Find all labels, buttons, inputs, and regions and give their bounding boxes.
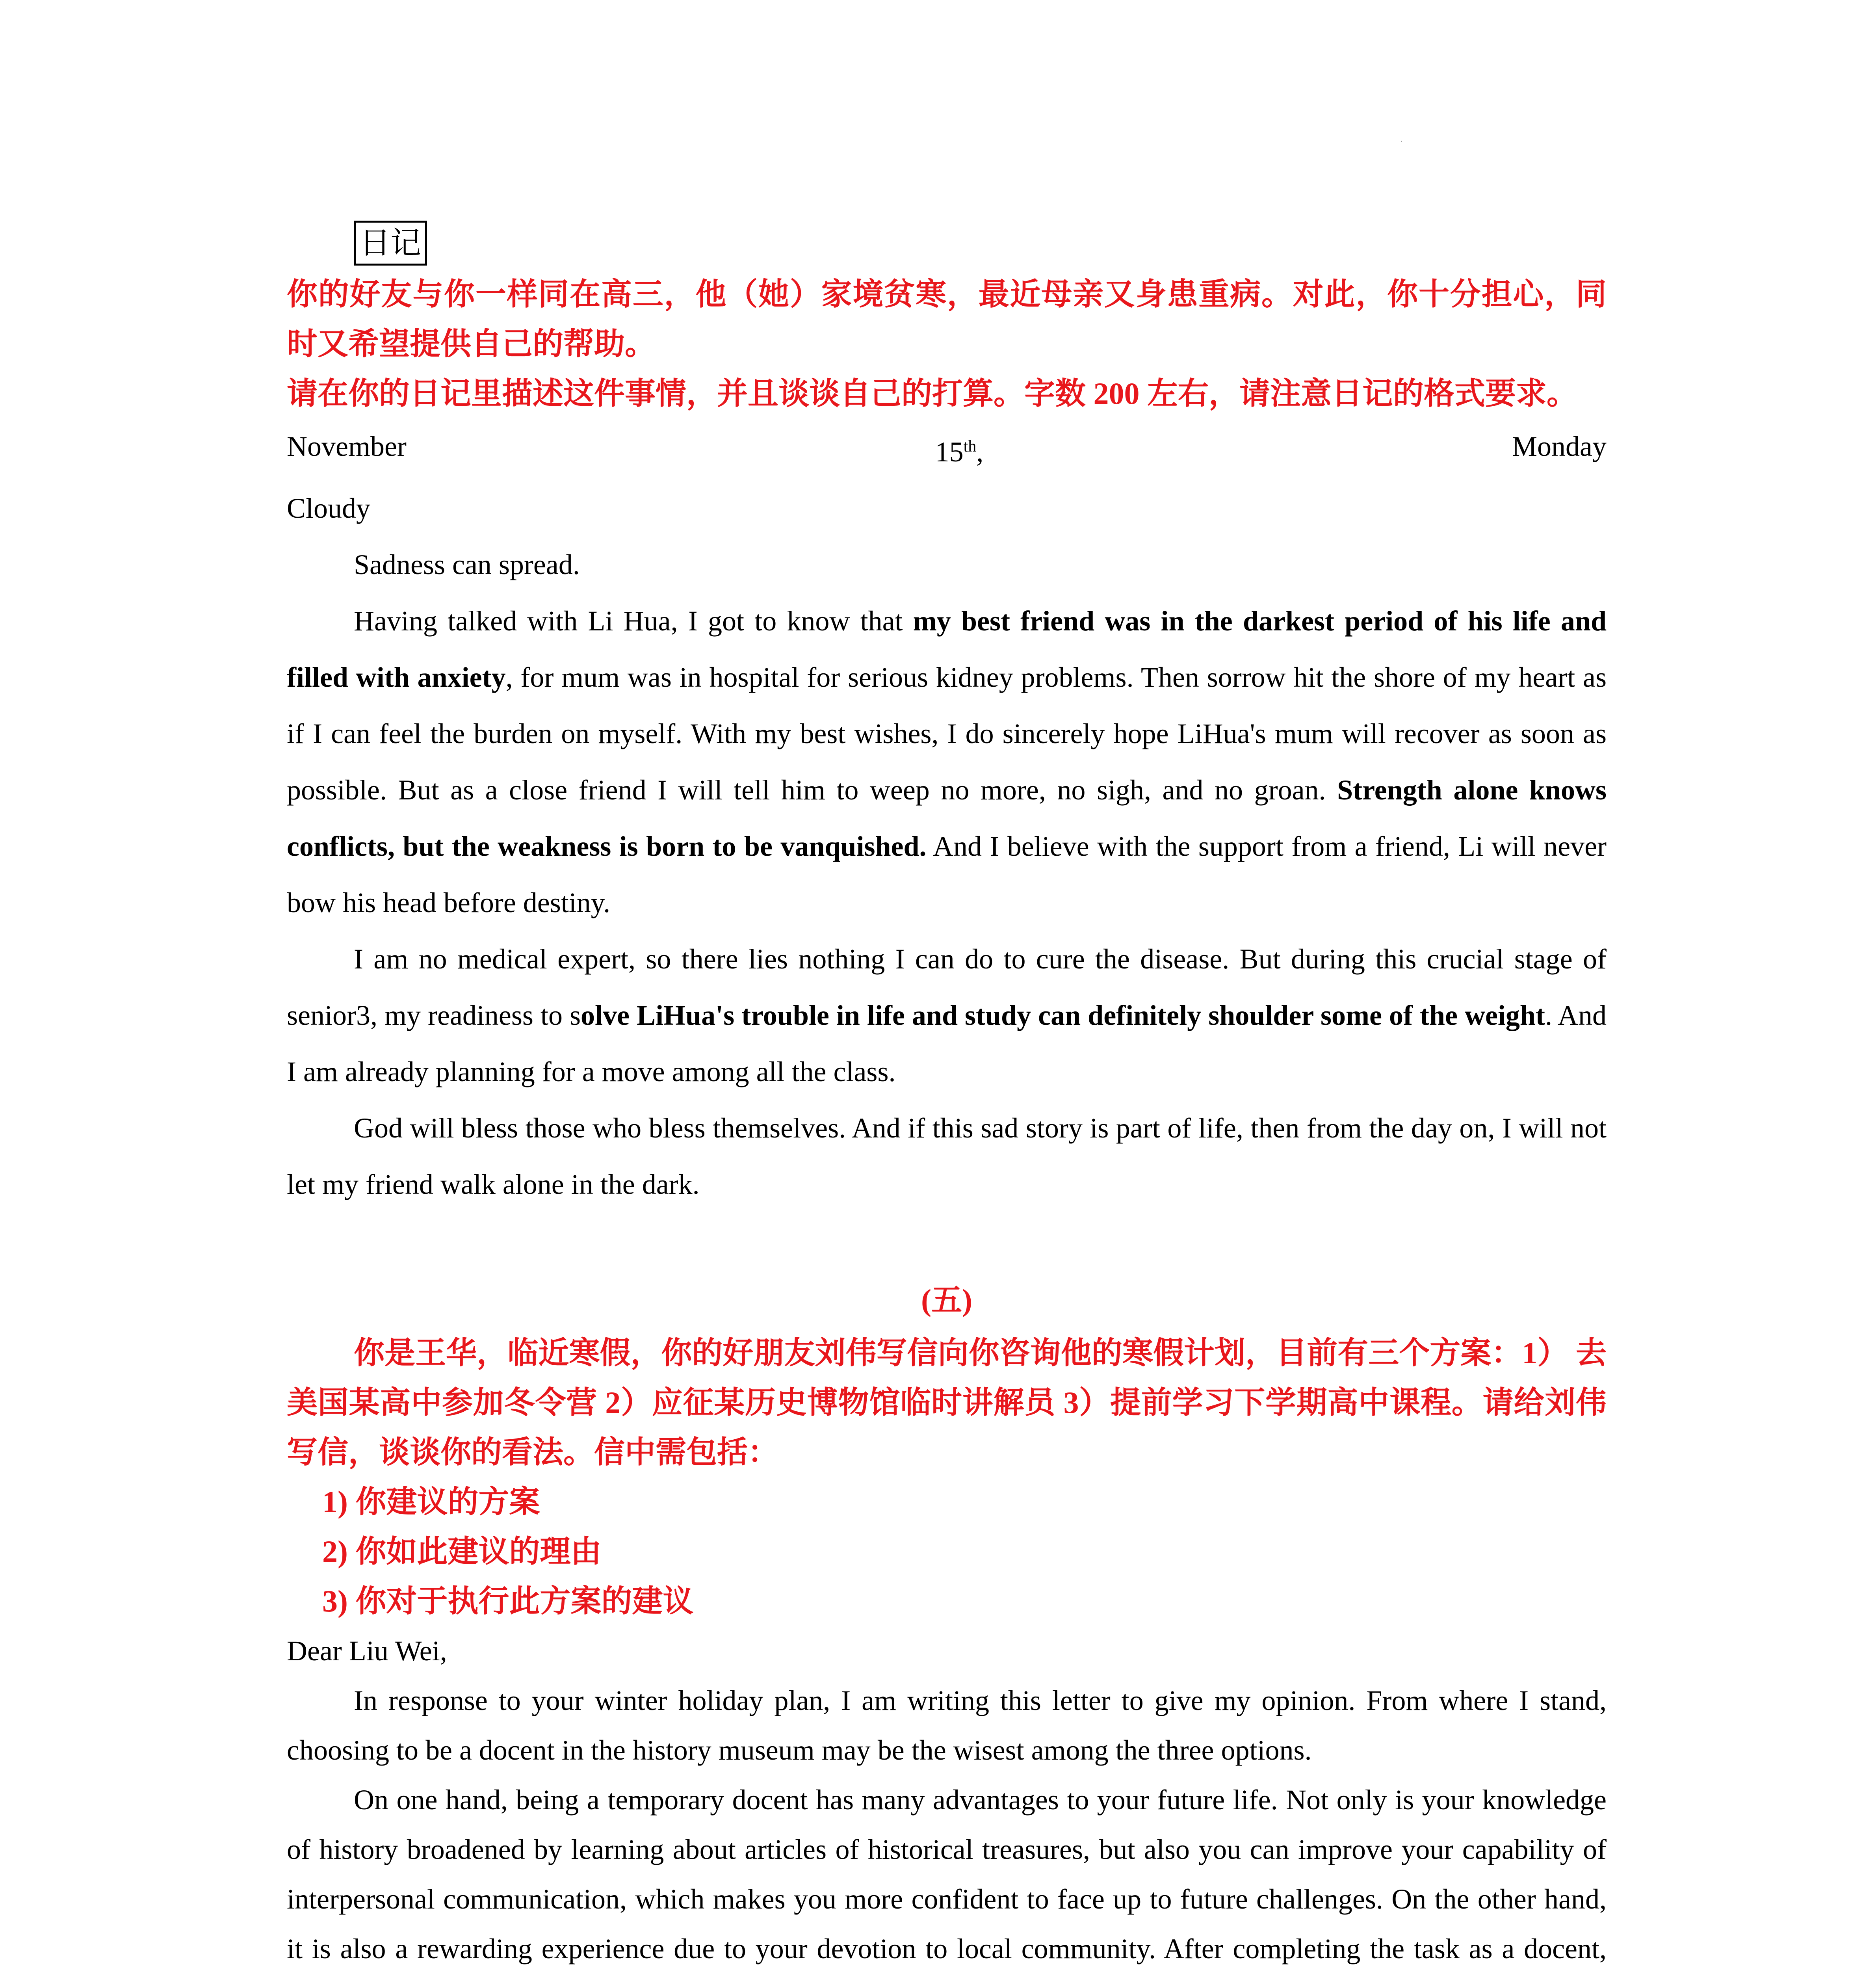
document-page	[287, 221, 1607, 1970]
text-run: , for mum was in hospital for serious kidney problems. Then sorrow hit the shore of my heart as if I can feel the burden on myself. With my best wishes, I do sincerely hope LiHua's mum will recover as soon as possible. But as a close friend I will tell him to weep no more, no sigh, and no groan.	[287, 662, 1607, 806]
prompt-item-3: 3) 你对于执行此方案的建议	[322, 1584, 694, 1618]
diary-prompt-1: 你的好友与你一样同在高三，他（她）家境贫寒，最近母亲又身患重病。对此，你十分担心，同时又希望提供自己的帮助。	[287, 277, 1607, 361]
date-suffix: th	[963, 437, 977, 455]
text-run: And I believe with the support from a friend, Li will never bow his head before destiny.	[287, 831, 1607, 918]
text-run: Having talked with Li Hua, I got to know that	[354, 605, 913, 637]
diary-dateline	[287, 418, 1607, 480]
letter-paragraph-1: In response to your winter holiday plan, I am writing this letter to give my opinion. From where I stand, choosing to be a docent in the history museum may be the wisest among the three options.	[287, 1685, 1607, 1766]
bold-run: Strength alone knows conflicts, but the weakness is born to be vanquished.	[287, 774, 1607, 862]
diary-paragraph-4: God will bless those who bless themselves. And if this sad story is part of life, then from the day on, I will not let my friend walk alone in the dark.	[287, 1112, 1607, 1200]
letter-paragraph-2: On one hand, being a temporary docent has many advantages to your future life. Not only is your knowledge of history broadened by learning about articles of historical treasures, but also you can improve your capability of interpersonal communication, which makes you more confident to face up to future challenges. On the other hand, it is also a rewarding experience due to your devotion to local community. After completing the task as a docent,	[287, 1784, 1607, 1964]
diary-paragraph-2	[287, 593, 1607, 931]
bold-run: my best friend was in the darkest period of his life and filled with anxiety	[287, 605, 1607, 693]
corner-dot: .	[1400, 134, 1403, 144]
diary-prompt-2: 请在你的日记里描述这件事情，并且谈谈自己的打算。字数 200 左右，请注意日记的格式要求。	[287, 376, 1578, 411]
text-run: . And I am already planning for a move among all the class.	[287, 1000, 1607, 1087]
diary-weather: Cloudy	[287, 492, 371, 524]
date-month: November	[287, 431, 407, 462]
date-comma: ,	[976, 436, 984, 468]
letter-salutation: Dear Liu Wei,	[287, 1635, 447, 1667]
section-heading-diary: 日记	[354, 221, 427, 266]
date-day-group	[935, 418, 984, 480]
text-run: I am no medical expert, so there lies nothing I can do to cure the disease. But during this crucial stage of senior3, my readiness to s	[287, 943, 1607, 1031]
date-weekday: Monday	[1512, 431, 1607, 462]
prompt-item-1: 1) 你建议的方案	[322, 1485, 540, 1519]
letter-prompt: 你是王华，临近寒假，你的好朋友刘伟写信向你咨询他的寒假计划，目前有三个方案：1） 去美国某高中参加冬令营 2）应征某历史博物馆临时讲解员 3）提前学习下学期高中课程。请给刘伟写信，谈谈你的看法。信中需包括：	[287, 1336, 1607, 1469]
bold-run: olve LiHua's trouble in life and study can definitely shoulder some of the weight	[581, 1000, 1545, 1031]
diary-paragraph-3	[287, 931, 1607, 1100]
diary-paragraph-1: Sadness can spread.	[354, 549, 580, 580]
date-day: 15	[935, 436, 964, 468]
prompt-item-2: 2) 你如此建议的理由	[322, 1534, 602, 1569]
section-heading-five: (五)	[921, 1283, 972, 1317]
